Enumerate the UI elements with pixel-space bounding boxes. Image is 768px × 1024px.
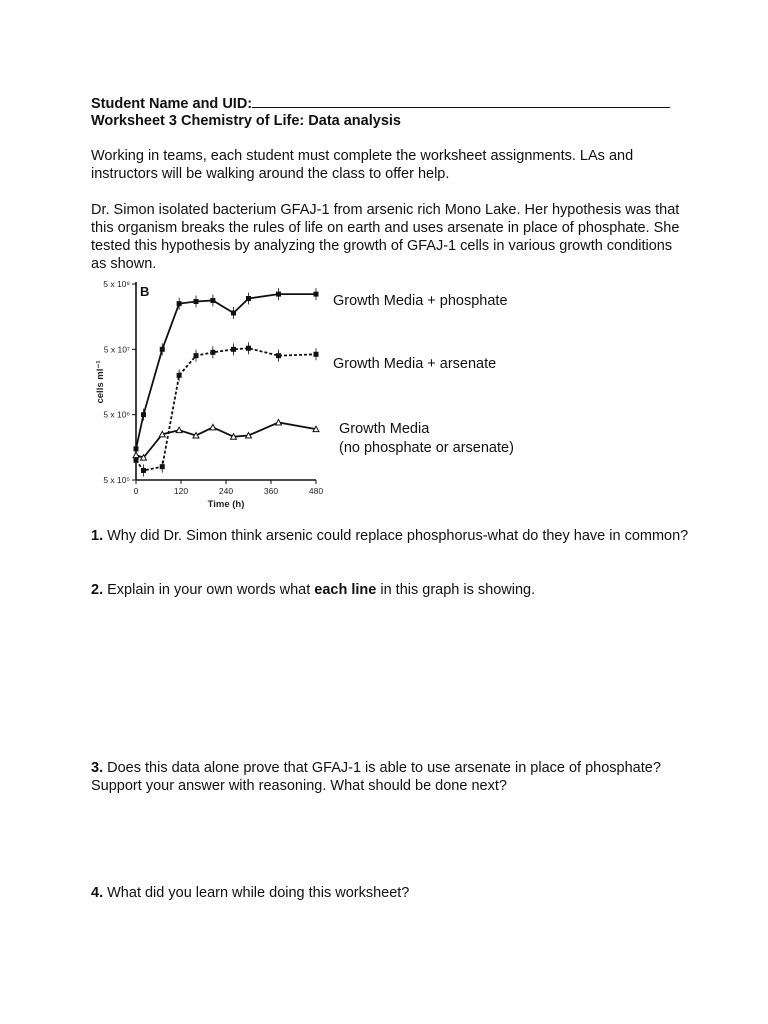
question-2-bold-text: each line <box>314 582 377 598</box>
intro-paragraph: Working in teams, each student must complete the worksheet assignments. LAs and instructors will be walking around the class to offer help. <box>91 148 634 182</box>
y-tick-label: 5 x 10⁷ <box>103 344 130 355</box>
x-tick-label: 360 <box>263 486 279 496</box>
y-axis-label: cells ml⁻¹ <box>95 360 106 404</box>
context-paragraph: Dr. Simon isolated bacterium GFAJ-1 from arsenic rich Mono Lake. Her hypothesis was that this organism breaks the rules of life on earth and uses arsenate in place of phosphate. She tested this hypothesis by analyzing the growth of GFAJ-1 cells in various growth conditions as shown. <box>91 202 680 272</box>
question-3 <box>91 759 691 795</box>
student-name-label: Student Name and UID: <box>91 96 253 112</box>
x-tick-label: 0 <box>133 486 139 496</box>
legend-label-3: (no phosphate or arsenate) <box>339 440 514 456</box>
worksheet-title: Worksheet 3 Chemistry of Life: Data analysis <box>91 113 401 129</box>
x-tick-label: 120 <box>173 486 189 496</box>
y-tick-label: 5 x 10⁸ <box>103 279 130 289</box>
question-2-text-end: in this graph is showing. <box>376 582 536 598</box>
series-line-1 <box>136 294 316 449</box>
question-1-number: 1. <box>91 528 104 544</box>
legend-label-3: Growth Media <box>339 421 430 437</box>
x-tick-label: 480 <box>308 486 324 496</box>
panel-label: B <box>140 284 150 299</box>
y-tick-label: 5 x 10⁵ <box>103 475 130 485</box>
question-2-text: Explain in your own words what <box>107 582 315 598</box>
x-axis-label: Time (h) <box>207 499 245 510</box>
question-1-text: Why did Dr. Simon think arsenic could replace phosphorus-what do they have in common? <box>107 528 689 544</box>
question-4-text: What did you learn while doing this worksheet? <box>107 885 410 901</box>
question-2-number: 2. <box>91 582 104 598</box>
x-tick-label: 240 <box>218 486 234 496</box>
student-name-line <box>91 94 691 113</box>
growth-chart <box>90 274 530 514</box>
series-line-2 <box>136 348 316 470</box>
question-2 <box>91 581 691 599</box>
question-3-text: Does this data alone prove that GFAJ-1 is able to use arsenate in place of phosphate? Support your answer with reasoning. What should be done next? <box>91 760 661 794</box>
question-4-number: 4. <box>91 885 104 901</box>
question-3-number: 3. <box>91 760 104 776</box>
legend-label-1: Growth Media + phosphate <box>333 293 508 309</box>
question-1 <box>91 527 691 545</box>
legend-label-2: Growth Media + arsenate <box>333 356 497 372</box>
y-tick-label: 5 x 10⁶ <box>103 409 130 420</box>
question-4 <box>91 884 691 902</box>
series-line-3 <box>136 422 316 457</box>
name-blank-line <box>252 94 670 108</box>
data-point-3 <box>210 424 216 430</box>
